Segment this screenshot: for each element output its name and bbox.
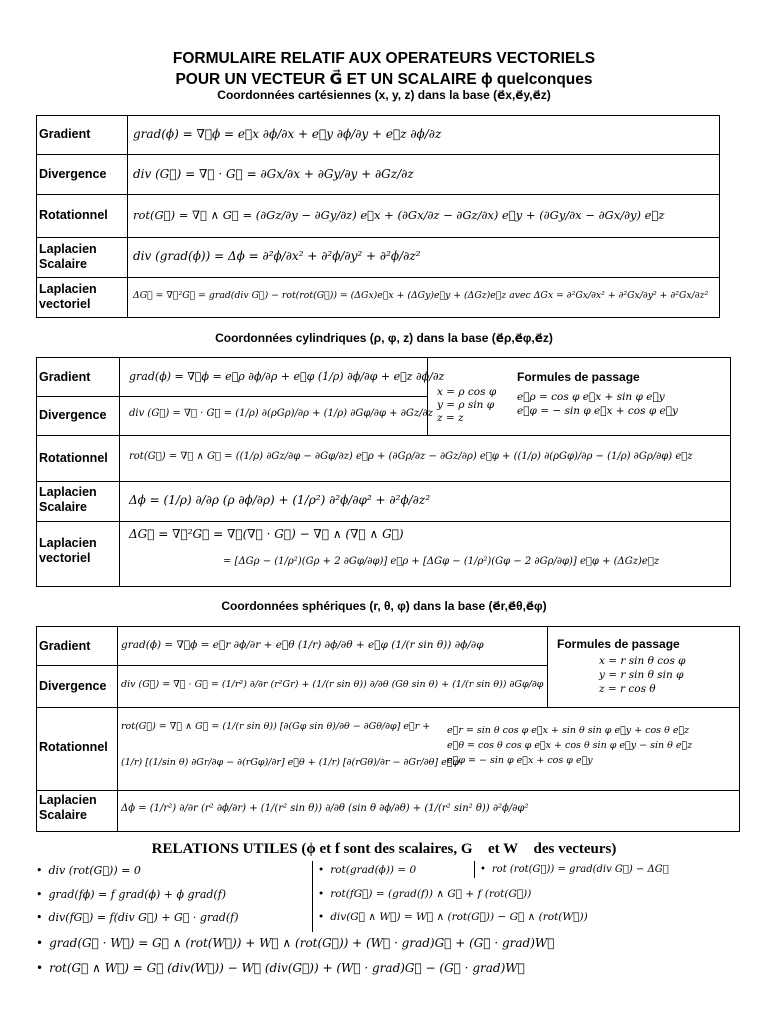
sph-divergence-formula: div (G⃗) = ∇⃗ · G⃗ = (1/r²) ∂/∂r (r²Gr) + (1/(r sin θ)) ∂/∂θ (Gθ sin θ) + (1/(r sin θ)) ∂Gφ/∂φ [121, 679, 544, 690]
cart-rotationnel-label: Rotationnel [39, 208, 108, 222]
cart-divergence-label: Divergence [39, 167, 107, 181]
relation-col2-2: • rot(fG⃗) = (grad(f)) ∧ G⃗ + f (rot(G⃗)) [318, 888, 532, 900]
sph-passage-coords: x = r sin θ cos φ y = r sin θ sin φ z = r cos θ [599, 655, 686, 695]
cart-laplacien-scalaire-formula: div (grad(ϕ)) = Δϕ = ∂²ϕ/∂x² + ∂²ϕ/∂y² + ∂²ϕ/∂z² [133, 249, 421, 263]
cart-divergence-formula: div (G⃗) = ∇⃗ · G⃗ = ∂Gx/∂x + ∂Gy/∂y + ∂Gz/∂z [133, 167, 414, 181]
relation-col2-3: • div(G⃗ ∧ W⃗) = W⃗ ∧ (rot(G⃗)) − G⃗ ∧ (rot(W⃗)) [318, 911, 588, 923]
cyl-laplacien-vectoriel-label: Laplacien vectoriel [39, 536, 97, 565]
cyl-divergence-formula: div (G⃗) = ∇⃗ · G⃗ = (1/ρ) ∂(ρGρ)/∂ρ + (1/ρ) ∂Gφ/∂φ + ∂Gz/∂z [129, 408, 433, 419]
cartesian-table [36, 115, 720, 318]
sph-rotationnel-label: Rotationnel [39, 740, 108, 754]
sph-rotationnel-formula: rot(G⃗) = ∇⃗ ∧ G⃗ = (1/(r sin θ)) [∂(Gφ sin θ)/∂θ − ∂Gθ/∂φ] e⃗r + [121, 721, 431, 732]
cyl-laplacien-scalaire-formula: Δϕ = (1/ρ) ∂/∂ρ (ρ ∂ϕ/∂ρ) + (1/ρ²) ∂²ϕ/∂φ² + ∂²ϕ/∂z² [129, 493, 431, 507]
cart-laplacien-vectoriel-label: Laplacien vectoriel [39, 282, 97, 311]
cyl-rotationnel-formula: rot(G⃗) = ∇⃗ ∧ G⃗ = ((1/ρ) ∂Gz/∂φ − ∂Gφ/∂z) e⃗ρ + (∂Gρ/∂z − ∂Gz/∂ρ) e⃗φ + ((1/ρ) ∂(ρGφ)/∂ρ − (1/ρ) ∂Gρ/∂φ) e⃗z [129, 451, 693, 462]
relation-col1-3: • div(fG⃗) = f(div G⃗) + G⃗ · grad(f) [36, 911, 239, 924]
cyl-gradient-formula: grad(ϕ) = ∇⃗ϕ = e⃗ρ ∂ϕ/∂ρ + e⃗φ (1/ρ) ∂ϕ/∂φ + e⃗z ∂ϕ/∂z [129, 370, 445, 383]
relation-col1-2: • grad(fϕ) = f grad(ϕ) + ϕ grad(f) [36, 888, 227, 901]
cylindrical-heading: Coordonnées cylindriques (ρ, φ, z) dans la base (e⃗ρ,e⃗φ,e⃗z) [215, 331, 553, 345]
sph-rotationnel-formula-2: (1/r) [(1/sin θ) ∂Gr/∂φ − ∂(rGφ)/∂r] e⃗θ + (1/r) [∂(rGθ)/∂r − ∂Gr/∂θ] e⃗φ [121, 757, 460, 768]
page-title: FORMULAIRE RELATIF AUX OPERATEURS VECTORIELS [172, 50, 596, 67]
spherical-heading: Coordonnées sphériques (r, θ, φ) dans la base (e⃗r,e⃗θ,e⃗φ) [221, 599, 547, 613]
sph-gradient-formula: grad(ϕ) = ∇⃗ϕ = e⃗r ∂ϕ/∂r + e⃗θ (1/r) ∂ϕ/∂θ + e⃗φ (1/(r sin θ)) ∂ϕ/∂φ [121, 639, 484, 651]
cyl-gradient-label: Gradient [39, 370, 91, 384]
sph-passage-title: Formules de passage [557, 637, 680, 651]
cylindrical-table [36, 357, 731, 587]
cyl-laplacien-vectoriel-formula-2: = [ΔGρ − (1/ρ²)(Gρ + 2 ∂Gφ/∂φ)] e⃗ρ + [ΔGφ − (1/ρ²)(Gφ − 2 ∂Gρ/∂φ)] e⃗φ + (ΔGz)e⃗z [223, 556, 660, 567]
sph-passage-vectors: e⃗r = sin θ cos φ e⃗x + sin θ sin φ e⃗y + cos θ e⃗z e⃗θ = cos θ cos φ e⃗x + cos θ sin φ e⃗y − sin θ e⃗z e⃗φ = − sin φ e⃗x + cos φ e⃗y [447, 725, 693, 766]
cart-gradient-formula: grad(ϕ) = ∇⃗ϕ = e⃗x ∂ϕ/∂x + e⃗y ∂ϕ/∂y + e⃗z ∂ϕ/∂z [133, 127, 442, 141]
relation-col3-1: • rot (rot(G⃗)) = grad(div G⃗) − ΔG⃗ [480, 864, 669, 875]
sph-divergence-label: Divergence [39, 679, 107, 693]
sph-laplacien-scalaire-formula: Δϕ = (1/r²) ∂/∂r (r² ∂ϕ/∂r) + (1/(r² sin θ)) ∂/∂θ (sin θ ∂ϕ/∂θ) + (1/(r² sin² θ)) ∂²ϕ/∂φ² [121, 803, 529, 814]
relation-full-2: • rot(G⃗ ∧ W⃗) = G⃗ (div(W⃗)) − W⃗ (div(G⃗)) + (W⃗ · grad)G⃗ − (G⃗ · grad)W⃗ [36, 961, 525, 975]
sph-laplacien-scalaire-label: Laplacien Scalaire [39, 793, 97, 822]
relation-full-1: • grad(G⃗ · W⃗) = G⃗ ∧ (rot(W⃗)) + W⃗ ∧ (rot(G⃗)) + (W⃗ · grad)G⃗ + (G⃗ · grad)W⃗ [36, 936, 555, 950]
sph-gradient-label: Gradient [39, 639, 91, 653]
cyl-laplacien-scalaire-label: Laplacien Scalaire [39, 485, 97, 514]
cyl-passage-left: x = ρ cos φ y = ρ sin φ z = z [437, 386, 497, 424]
cyl-passage-right: e⃗ρ = cos φ e⃗x + sin φ e⃗y e⃗φ = − sin φ e⃗x + cos φ e⃗y [517, 391, 678, 417]
cyl-rotationnel-label: Rotationnel [39, 451, 108, 465]
relation-col1-1: • div (rot(G⃗)) = 0 [36, 864, 141, 877]
spherical-table [36, 626, 740, 832]
cart-laplacien-vectoriel-formula: ΔG⃗ = ∇⃗²G⃗ = grad(div G⃗) − rot(rot(G⃗)) = (ΔGx)e⃗x + (ΔGy)e⃗y + (ΔGz)e⃗z avec ΔGx = ∂²Gx/∂x² + ∂²Gx/∂y² + ∂²Gx/∂z² [133, 290, 709, 301]
cyl-laplacien-vectoriel-formula: ΔG⃗ = ∇⃗²G⃗ = ∇⃗(∇⃗ · G⃗) − ∇⃗ ∧ (∇⃗ ∧ G⃗) [129, 527, 404, 541]
cyl-divergence-label: Divergence [39, 408, 107, 422]
cyl-passage-title: Formules de passage [517, 370, 640, 384]
cart-laplacien-scalaire-label: Laplacien Scalaire [39, 242, 97, 271]
relations-title: RELATIONS UTILES (ϕ et f sont des scalaires, G⃗ et W⃗ des vecteurs) [151, 841, 617, 857]
cart-gradient-label: Gradient [39, 127, 91, 141]
relation-col2-1: • rot(grad(ϕ)) = 0 [318, 864, 417, 876]
cartesian-heading: Coordonnées cartésiennes (x, y, z) dans la base (e⃗x,e⃗y,e⃗z) [217, 88, 551, 102]
cart-rotationnel-formula: rot(G⃗) = ∇⃗ ∧ G⃗ = (∂Gz/∂y − ∂Gy/∂z) e⃗x + (∂Gx/∂z − ∂Gz/∂x) e⃗y + (∂Gy/∂x − ∂Gx/∂y) e⃗z [133, 208, 665, 222]
page-subtitle: POUR UN VECTEUR G⃗ ET UN SCALAIRE ϕ quelconques [175, 71, 593, 88]
